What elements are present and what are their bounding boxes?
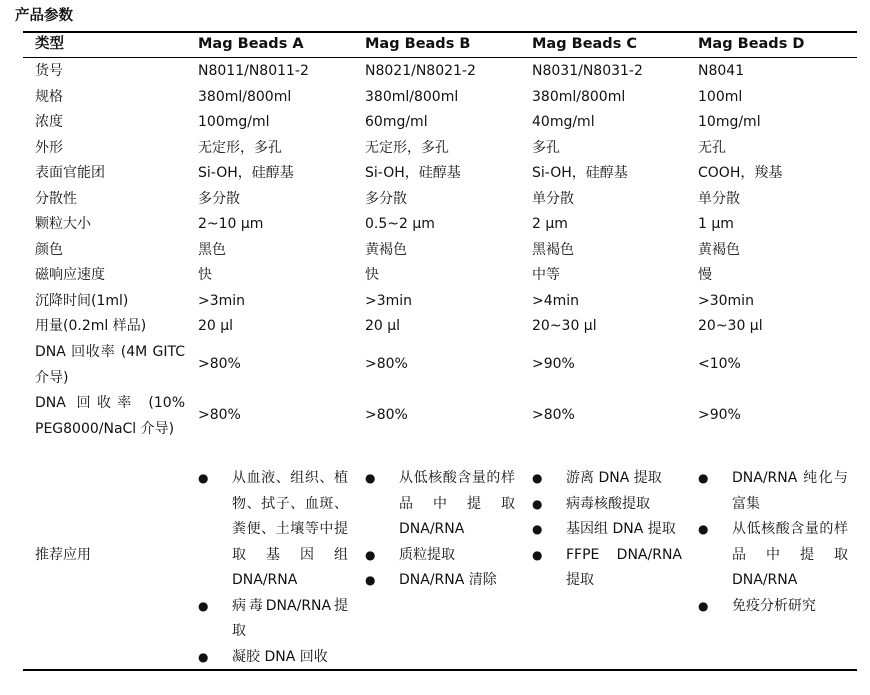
row-label: 用量(0.2ml 样品) <box>35 318 147 334</box>
row-label-text: DNA 回收率 (10% PEG8000/NaCl 介导) <box>35 395 185 437</box>
bullet-icon: ● <box>532 522 543 536</box>
cell-c: 20~30 μl <box>532 318 597 334</box>
bullet-icon: ● <box>365 471 376 485</box>
bullet-icon: ● <box>198 598 209 613</box>
list-item-text: DNA/RNA 清除 <box>399 572 497 588</box>
cell-c: 黑褐色 <box>532 241 574 258</box>
cell-c: 中等 <box>532 267 560 283</box>
cell-a: 无定形，多孔 <box>198 139 282 156</box>
list-item-text: 病毒核酸提取 <box>566 495 650 512</box>
cell-a: 快 <box>198 267 212 283</box>
cell-b: Si-OH，硅醇基 <box>365 165 461 181</box>
list-item <box>532 492 682 518</box>
list-item-text: 病毒DNA/RNA提取 <box>232 597 348 639</box>
cell-c: N8031/N8031-2 <box>532 63 643 79</box>
section-title: 产品参数 <box>15 8 73 24</box>
header-mag-beads-c: Mag Beads C <box>532 36 638 52</box>
cell-b: 20 μl <box>365 318 401 334</box>
row-label <box>35 339 185 391</box>
list-item <box>365 466 515 543</box>
list-item <box>365 568 515 594</box>
row-label: 沉降时间(1ml) <box>35 292 129 309</box>
cell-c: 多孔 <box>532 139 560 156</box>
cell-b: 快 <box>365 267 379 283</box>
table-row <box>0 262 870 288</box>
cell-c: >4min <box>532 292 580 309</box>
table-header-row <box>0 33 870 55</box>
cell-a: N8011/N8011-2 <box>198 63 309 79</box>
list-item <box>698 517 848 594</box>
bullet-icon: ● <box>532 496 543 511</box>
cell-b: >80% <box>365 356 408 372</box>
bullet-icon: ● <box>198 649 209 664</box>
table-row <box>0 109 870 135</box>
list-item-text: FFPE DNA/RNA提取 <box>566 546 682 588</box>
bullet-icon: ● <box>698 522 709 536</box>
header-mag-beads-d: Mag Beads D <box>698 36 805 52</box>
cell-d: >90% <box>698 407 741 423</box>
list-item <box>365 543 515 569</box>
cell-d: 20~30 μl <box>698 318 763 334</box>
applications-row <box>0 466 870 666</box>
list-item-text: 从低核酸含量的样品中提取DNA/RNA <box>399 470 515 537</box>
applications-col-c <box>532 466 682 594</box>
cell-d: N8041 <box>698 63 745 79</box>
cell-c: 40mg/ml <box>532 114 595 130</box>
cell-b: 0.5~2 μm <box>365 216 435 232</box>
cell-d: 黄褐色 <box>698 241 740 258</box>
applications-col-a <box>198 466 348 670</box>
list-item <box>198 594 348 645</box>
cell-d: COOH，羧基 <box>698 165 783 181</box>
cell-a: >80% <box>198 356 241 372</box>
cell-b: >3min <box>365 292 413 309</box>
cell-d: 无孔 <box>698 139 726 156</box>
header-mag-beads-b: Mag Beads B <box>365 36 471 52</box>
list-item <box>698 466 848 517</box>
list-item-text: 从低核酸含量的样品中提取DNA/RNA <box>732 521 848 588</box>
list-item <box>198 466 348 594</box>
header-type: 类型 <box>35 36 64 52</box>
header-mag-beads-a: Mag Beads A <box>198 36 304 52</box>
cell-c: 单分散 <box>532 190 574 207</box>
row-label: 分散性 <box>35 190 77 207</box>
cell-b: >80% <box>365 407 408 423</box>
table-row <box>0 390 870 442</box>
table-row <box>0 84 870 110</box>
list-item-text: 质粒提取 <box>399 546 455 563</box>
cell-b: 多分散 <box>365 190 407 207</box>
cell-d: 10mg/ml <box>698 114 761 130</box>
row-label: 规格 <box>35 88 63 105</box>
list-item-text: 凝胶 DNA 回收 <box>232 648 328 665</box>
row-label: 表面官能团 <box>35 165 105 181</box>
list-item <box>532 543 682 594</box>
cell-d: >30min <box>698 292 754 309</box>
list-item-text: 游离 DNA 提取 <box>566 470 662 486</box>
cell-b: N8021/N8021-2 <box>365 63 476 79</box>
cell-a: 100mg/ml <box>198 114 270 130</box>
cell-d: 单分散 <box>698 190 740 207</box>
list-item-text: 从血液、组织、植物、拭子、血斑、粪便、土壤等中提取基因组DNA/RNA <box>232 470 348 588</box>
cell-a: Si-OH，硅醇基 <box>198 165 294 181</box>
applications-label: 推荐应用 <box>35 547 91 563</box>
cell-a: 2~10 μm <box>198 216 264 232</box>
bullet-icon: ● <box>365 547 376 562</box>
cell-c: >80% <box>532 407 575 423</box>
row-label: 外形 <box>35 139 63 156</box>
list-item <box>532 466 682 492</box>
cell-b: 无定形，多孔 <box>365 139 449 156</box>
cell-b: 黄褐色 <box>365 241 407 258</box>
cell-d: 100ml <box>698 88 743 105</box>
row-label: 磁响应速度 <box>35 267 105 283</box>
cell-b: 380ml/800ml <box>365 88 459 105</box>
list-item-text: 免疫分析研究 <box>732 597 816 614</box>
row-label <box>35 390 185 442</box>
cell-a: 多分散 <box>198 190 240 207</box>
row-label: 颜色 <box>35 241 63 258</box>
row-label: 货号 <box>35 63 63 79</box>
cell-d: 慢 <box>698 267 712 283</box>
cell-c: >90% <box>532 356 575 372</box>
list-item <box>532 517 682 543</box>
table-row <box>0 288 870 314</box>
table-row <box>0 135 870 161</box>
applications-col-d <box>698 466 848 619</box>
bullet-icon: ● <box>698 598 709 613</box>
row-label: 颗粒大小 <box>35 216 91 232</box>
bullet-icon: ● <box>532 547 543 562</box>
cell-d: 1 μm <box>698 216 734 232</box>
cell-c: 380ml/800ml <box>532 88 626 105</box>
table-row <box>0 58 870 84</box>
cell-a: 20 μl <box>198 318 234 334</box>
table-row <box>0 211 870 237</box>
cell-a: >3min <box>198 292 246 309</box>
applications-col-b <box>365 466 515 594</box>
row-label-text: DNA 回收率 (4M GITC 介导) <box>35 344 185 386</box>
cell-a: 黑色 <box>198 241 226 258</box>
cell-a: >80% <box>198 407 241 423</box>
list-item <box>698 594 848 620</box>
table-row <box>0 313 870 339</box>
table-row <box>0 339 870 391</box>
cell-a: 380ml/800ml <box>198 88 292 105</box>
cell-c: 2 μm <box>532 216 568 232</box>
bullet-icon: ● <box>198 471 209 485</box>
cell-c: Si-OH，硅醇基 <box>532 165 628 181</box>
table-bottom-rule <box>23 669 857 671</box>
list-item-text: 基因组 DNA 提取 <box>566 521 676 537</box>
bullet-icon: ● <box>698 471 709 485</box>
table-row <box>0 237 870 263</box>
list-item-text: DNA/RNA 纯化与富集 <box>732 470 848 512</box>
bullet-icon: ● <box>365 573 376 587</box>
table-row <box>0 186 870 212</box>
row-label: 浓度 <box>35 114 63 130</box>
cell-b: 60mg/ml <box>365 114 428 130</box>
cell-d: <10% <box>698 356 741 372</box>
bullet-icon: ● <box>532 471 543 485</box>
list-item <box>198 645 348 671</box>
table-row <box>0 160 870 186</box>
